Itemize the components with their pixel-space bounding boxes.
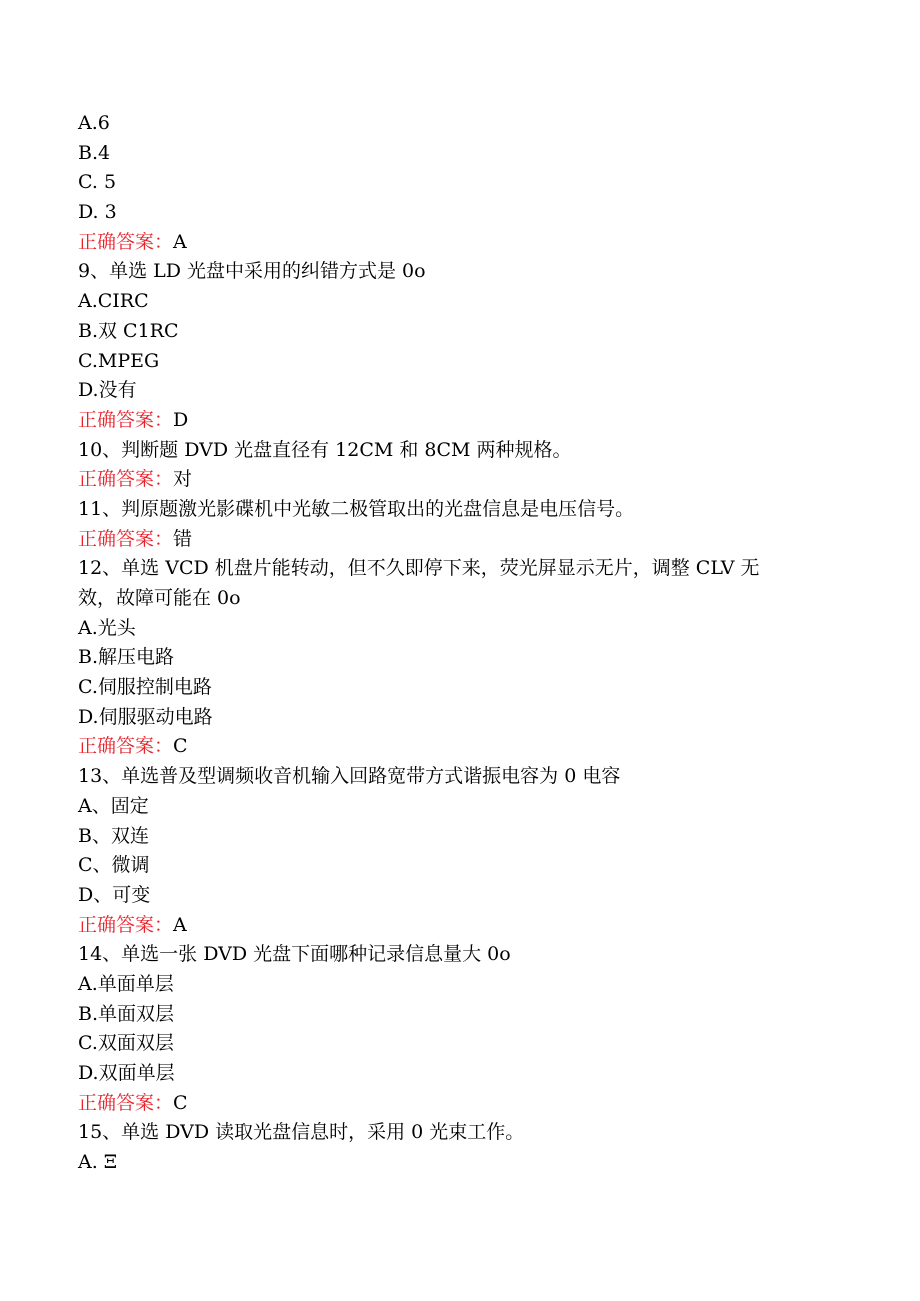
option-line: D、可变 [78, 883, 151, 906]
answer-line [78, 406, 838, 436]
answer-label: 正确答案： [78, 230, 174, 253]
answer-line [78, 732, 838, 762]
answer-label: 正确答案： [78, 735, 174, 758]
option-line: D.伺服驱动电路 [78, 705, 213, 728]
document-page [78, 109, 838, 1178]
question-line: 12、单选 VCD 机盘片能转动，但不久即停下来，荧光屏显示无片，调整 CLV 无 [78, 557, 760, 580]
option-line: B.双 C1RC [78, 319, 179, 342]
answer-value: D [173, 408, 189, 431]
answer-label: 正确答案： [78, 527, 174, 550]
option-line: D.双面单层 [78, 1062, 175, 1084]
option-line: D.没有 [78, 379, 137, 402]
question-line: 15、单选 DVD 读取光盘信息时，采用 0 光束工作。 [78, 1121, 525, 1144]
answer-value: A [173, 913, 187, 936]
answer-label: 正确答案： [78, 1091, 174, 1114]
answer-value: C [173, 1091, 188, 1114]
question-line: 9、单选 LD 光盘中采用的纠错方式是 0o [78, 260, 426, 283]
answer-line [78, 911, 838, 941]
answer-line [78, 228, 838, 258]
answer-value: 错 [173, 527, 193, 550]
option-line: A.6 [78, 112, 110, 134]
option-line: C. 5 [78, 171, 117, 194]
question-line-continued: 效，故障可能在 0o [78, 587, 241, 609]
question-line: 14、单选一张 DVD 光盘下面哪种记录信息量大 0o [78, 943, 511, 966]
option-line: A.CIRC [78, 290, 149, 313]
option-line: A. Ξ [78, 1151, 118, 1174]
answer-label: 正确答案： [78, 408, 174, 431]
option-line: A.光头 [78, 616, 136, 639]
answer-value: A [173, 230, 187, 253]
option-line: B.解压电路 [78, 646, 175, 669]
answer-value: C [173, 735, 188, 758]
option-line: C.双面双层 [78, 1032, 174, 1055]
option-line: B.单面双层 [78, 1002, 175, 1025]
option-line: C.伺服控制电路 [78, 676, 212, 699]
question-line: 13、单选普及型调频收音机输入回路宽带方式谐振电容为 0 电容 [78, 765, 621, 788]
answer-line [78, 465, 838, 495]
option-line: B.4 [78, 141, 111, 164]
option-line: A、固定 [78, 794, 149, 817]
option-line: A.单面单层 [78, 972, 174, 995]
question-line: 11、判原题激光影碟机中光敏二极管取出的光盘信息是电压信号。 [78, 497, 635, 520]
option-line: C.MPEG [78, 349, 160, 372]
option-line: D. 3 [78, 201, 117, 224]
option-line: C、微调 [78, 854, 150, 877]
answer-label: 正确答案： [78, 913, 174, 936]
option-line: B、双连 [78, 824, 149, 847]
answer-line [78, 525, 838, 555]
answer-label: 正确答案： [78, 468, 174, 491]
answer-line [78, 1089, 838, 1119]
question-line: 10、判断题 DVD 光盘直径有 12CM 和 8CM 两种规格。 [78, 438, 572, 461]
answer-value: 对 [173, 468, 193, 491]
